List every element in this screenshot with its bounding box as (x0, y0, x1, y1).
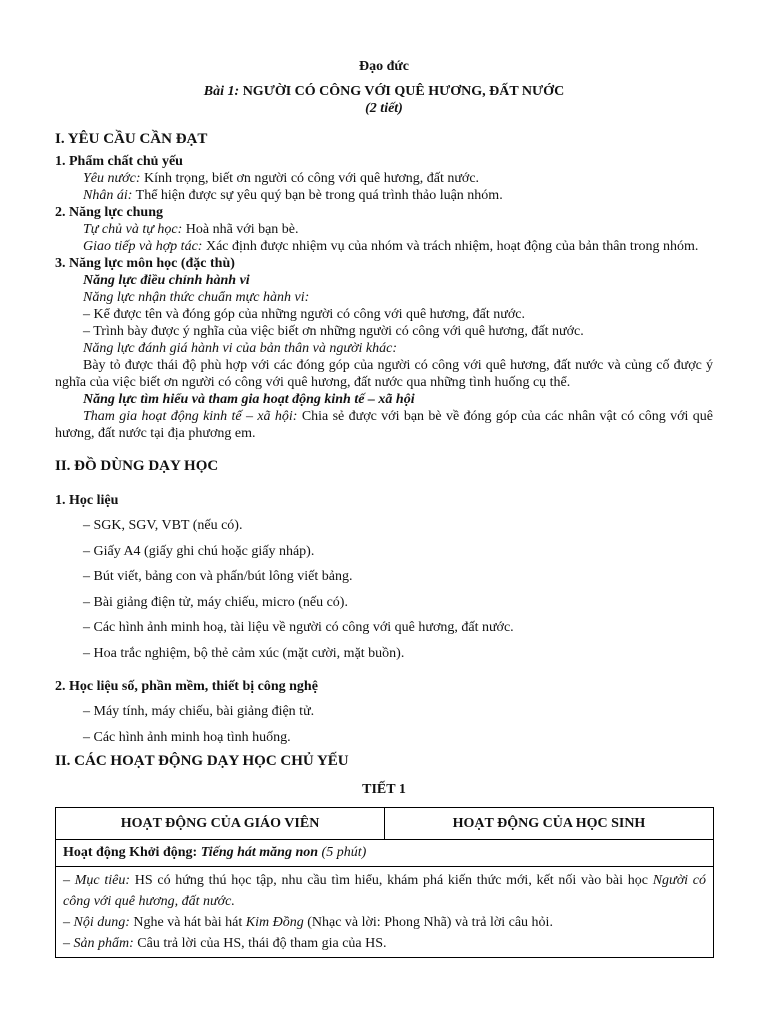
list-item: – Máy tính, máy chiếu, bài giảng điện tử. (83, 704, 315, 719)
table-row (56, 867, 714, 958)
activity-name: Tiếng hát măng non (197, 845, 319, 860)
content-label: – Nội dung: (63, 915, 130, 930)
product-label: – Sản phẩm: (63, 936, 134, 951)
table-header-row (56, 808, 714, 840)
competence-text: Chia sẻ được với bạn bè về đóng góp của các nhân vật có công với quê hương, đất nước tại địa phương em. (55, 409, 713, 441)
section-2-2-heading: 2. Học liệu số, phần mềm, thiết bị công nghệ (55, 679, 318, 694)
subject-competence-1: Năng lực điều chỉnh hành vi (83, 273, 250, 288)
activity-details-cell (56, 867, 714, 958)
song-name: Kim Đồng (245, 915, 304, 930)
list-item: – Giấy A4 (giấy ghi chú hoặc giấy nháp). (83, 543, 315, 559)
section-2-1-heading: 1. Học liệu (55, 493, 119, 508)
lesson-duration: (2 tiết) (365, 101, 403, 116)
subject-title: Đạo đức (358, 59, 409, 74)
lesson-title (55, 83, 713, 100)
lesson-prefix: Bài 1: (203, 84, 240, 99)
activity-time: (5 phút) (318, 845, 367, 860)
list-item: – Hoa trắc nghiệm, bộ thẻ cảm xúc (mặt cười, mặt buồn). (83, 645, 405, 661)
lesson-title-text: NGƯỜI CÓ CÔNG VỚI QUÊ HƯƠNG, ĐẤT NƯỚC (239, 84, 565, 99)
goal-lesson-name: Người có công với quê hương, đất nước. (63, 873, 706, 909)
subject-competence-2: Năng lực tìm hiểu và tham gia hoạt động kinh tế – xã hội (83, 392, 415, 407)
competence-text: Hoà nhã với bạn bè. (182, 222, 299, 237)
competence-label: Tham gia hoạt động kinh tế – xã hội: (83, 409, 298, 424)
list-item: – SGK, SGV, VBT (nếu có). (83, 518, 243, 533)
subject-competence-1a: Năng lực nhận thức chuẩn mực hành vi: (83, 290, 310, 305)
section-2-heading: II. ĐỒ DÙNG DẠY HỌC (55, 458, 219, 474)
list-item: – Các hình ảnh minh hoạ, tài liệu về người có công với quê hương, đất nước. (83, 620, 514, 635)
table-row (56, 840, 714, 867)
activity-product (63, 933, 706, 954)
quality-label: Yêu nước: (83, 171, 141, 186)
document-content (55, 58, 713, 958)
activity-goal (63, 870, 706, 912)
list-item: – Bút viết, bảng con và phấn/bút lông viết bảng. (83, 569, 353, 584)
quality-kindness (55, 187, 713, 204)
activity-label: Hoạt động Khởi động: (63, 845, 198, 860)
activity-content (63, 912, 706, 933)
content-text: Nghe và hát bài hát (129, 915, 246, 930)
competence-label: Tự chủ và tự học: (83, 222, 183, 237)
materials-list (55, 517, 713, 670)
list-item: – Trình bày được ý nghĩa của việc biết ơn những người có công với quê hương, đất nước. (83, 324, 584, 339)
list-item: – Bài giảng điện tử, máy chiếu, micro (nếu có). (83, 594, 348, 610)
digital-materials-list (55, 703, 713, 754)
competence-self-study (55, 221, 713, 238)
quality-text: Thể hiện được sự yêu quý bạn bè trong quá trình thảo luận nhóm. (132, 188, 503, 203)
goal-label: – Mục tiêu: (63, 873, 130, 888)
list-item: – Kể được tên và đóng góp của những người có công với quê hương, đất nước. (83, 307, 525, 322)
activities-table (55, 807, 714, 958)
section-1-1-heading: 1. Phẩm chất chủ yếu (55, 154, 183, 169)
quality-label: Nhân ái: (83, 188, 133, 203)
goal-text: HS có hứng thú học tập, nhu cầu tìm hiểu, khám phá kiến thức mới, kết nối vào bài học (130, 873, 653, 888)
competence-text: Xác định được nhiệm vụ của nhóm và trách nhiệm, hoạt động của bản thân trong nhóm. (202, 239, 699, 254)
subject-competence-1b-text: Bày tỏ được thái độ phù hợp với các đóng góp của người có công với quê hương, đất nước và củng cố được ý nghĩa của việc biết ơn người có công với quê hương, đất nước qua những tình huống cụ thể. (55, 358, 713, 390)
section-3-heading: II. CÁC HOẠT ĐỘNG DẠY HỌC CHỦ YẾU (55, 753, 349, 769)
competence-label: Giao tiếp và hợp tác: (83, 239, 203, 254)
product-text: Câu trả lời của HS, thái độ tham gia của HS. (133, 936, 387, 951)
subject-competence-2-text (55, 408, 713, 442)
list-item: – Các hình ảnh minh hoạ tình huống. (83, 729, 291, 745)
activity-title-cell (56, 840, 714, 867)
content-text: (Nhạc và lời: Phong Nhã) và trả lời câu hỏi. (303, 915, 553, 930)
section-1-heading: I. YÊU CẦU CẦN ĐẠT (55, 131, 208, 147)
quality-patriotism (55, 170, 713, 187)
section-1-2-heading: 2. Năng lực chung (55, 205, 163, 220)
subject-competence-1b: Năng lực đánh giá hành vi của bản thân và người khác: (83, 341, 397, 356)
student-column-header: HOẠT ĐỘNG CỦA HỌC SINH (385, 808, 714, 840)
period-title: TIẾT 1 (362, 782, 406, 797)
teacher-column-header: HOẠT ĐỘNG CỦA GIÁO VIÊN (56, 808, 385, 840)
competence-communication (55, 238, 713, 255)
quality-text: Kính trọng, biết ơn người có công với quê hương, đất nước. (140, 171, 480, 186)
section-1-3-heading: 3. Năng lực môn học (đặc thù) (55, 256, 235, 271)
